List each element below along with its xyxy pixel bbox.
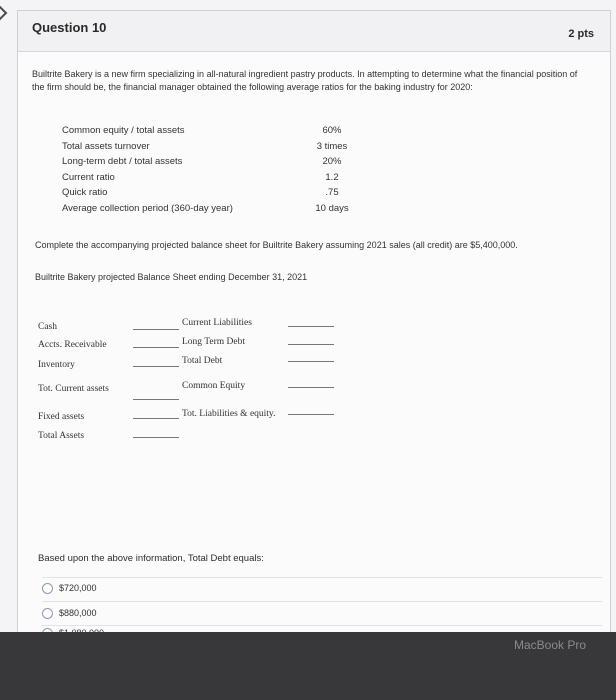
ratio-label: Common equity / total assets bbox=[62, 125, 185, 136]
bs-label-long-term-debt: Long Term Debt bbox=[182, 337, 246, 347]
answer-blank-current-liabilities bbox=[288, 326, 334, 327]
ratio-row bbox=[62, 170, 362, 186]
answer-blank-accounts-receivable bbox=[133, 347, 179, 348]
ratio-label: Total assets turnover bbox=[62, 140, 150, 152]
option-divider bbox=[42, 625, 602, 626]
bs-label-total-debt: Total Debt bbox=[182, 356, 223, 366]
ratio-value: 10 days bbox=[315, 202, 349, 214]
bs-label-fixed-assets: Fixed assets bbox=[38, 412, 85, 422]
ratio-row bbox=[62, 154, 362, 170]
bs-label-common-equity: Common Equity bbox=[182, 381, 246, 391]
question-points: 2 pts bbox=[568, 28, 594, 40]
question-title: Question 10 bbox=[32, 20, 107, 35]
answer-option[interactable] bbox=[42, 583, 97, 594]
answer-option[interactable] bbox=[42, 608, 97, 619]
ratio-value: .75 bbox=[325, 187, 339, 198]
question-header bbox=[18, 11, 610, 52]
answer-option-label: $880,000 bbox=[59, 608, 97, 618]
answer-blank-total-current-assets bbox=[133, 399, 179, 400]
bs-label-cash: Cash bbox=[38, 322, 57, 332]
answer-blank-total-assets bbox=[133, 437, 179, 438]
ratio-label: Average collection period (360-day year) bbox=[62, 202, 233, 214]
bs-label-current-liabilities: Current Liabilities bbox=[182, 318, 252, 328]
answer-blank-long-term-debt bbox=[288, 344, 334, 345]
ratio-row bbox=[62, 123, 362, 139]
bs-label-accounts-receivable: Accts. Receivable bbox=[38, 340, 107, 350]
answer-blank-fixed-assets bbox=[133, 418, 179, 419]
answer-blank-inventory bbox=[133, 366, 179, 367]
ratio-label: Current ratio bbox=[62, 171, 115, 183]
option-divider bbox=[42, 577, 602, 578]
device-label: MacBook Pro bbox=[513, 638, 586, 652]
question-prompt: Based upon the above information, Total Debt equals: bbox=[38, 553, 264, 564]
answer-option-label: $720,000 bbox=[59, 583, 97, 593]
ratio-value: 1.2 bbox=[325, 171, 339, 183]
bs-label-total-current-assets: Tot. Current assets bbox=[38, 384, 109, 394]
ratio-row bbox=[62, 201, 362, 217]
bs-label-inventory: Inventory bbox=[38, 360, 75, 370]
radio-button-icon[interactable] bbox=[42, 583, 53, 594]
question-intro: Builtrite Bakery is a new firm specializing in all-natural ingredient pastry products. In attempting to determine what the financial position of the firm should be, the financial manager obtained the following average ratios for the baking industry for 2020: bbox=[32, 69, 578, 92]
ratio-value: 60% bbox=[322, 125, 342, 136]
ratio-label: Quick ratio bbox=[62, 187, 108, 198]
answer-blank-common-equity bbox=[288, 387, 334, 388]
collapse-chevron-icon[interactable] bbox=[0, 2, 7, 25]
radio-button-icon[interactable] bbox=[42, 608, 53, 619]
ratio-value: 3 times bbox=[316, 140, 348, 152]
answer-blank-total-liabilities-equity bbox=[288, 414, 334, 415]
answer-blank-total-debt bbox=[288, 361, 334, 362]
bs-label-total-liabilities-equity: Tot. Liabilities & equity. bbox=[182, 409, 276, 419]
balance-sheet-title: Builtrite Bakery projected Balance Sheet ending December 31, 2021 bbox=[35, 272, 308, 282]
answer-blank-cash bbox=[133, 329, 179, 330]
option-divider bbox=[42, 601, 602, 602]
question-panel bbox=[17, 10, 611, 633]
ratio-row bbox=[62, 139, 362, 155]
ratio-table bbox=[62, 123, 362, 216]
bs-label-total-assets: Total Assets bbox=[38, 431, 85, 441]
ratio-value: 20% bbox=[322, 156, 342, 167]
ratio-row bbox=[62, 185, 362, 201]
ratio-label: Long-term debt / total assets bbox=[62, 156, 183, 167]
question-instruction: Complete the accompanying projected balance sheet for Builtrite Bakery assuming 2021 sales (all credit) are $5,400,000. bbox=[35, 240, 518, 250]
